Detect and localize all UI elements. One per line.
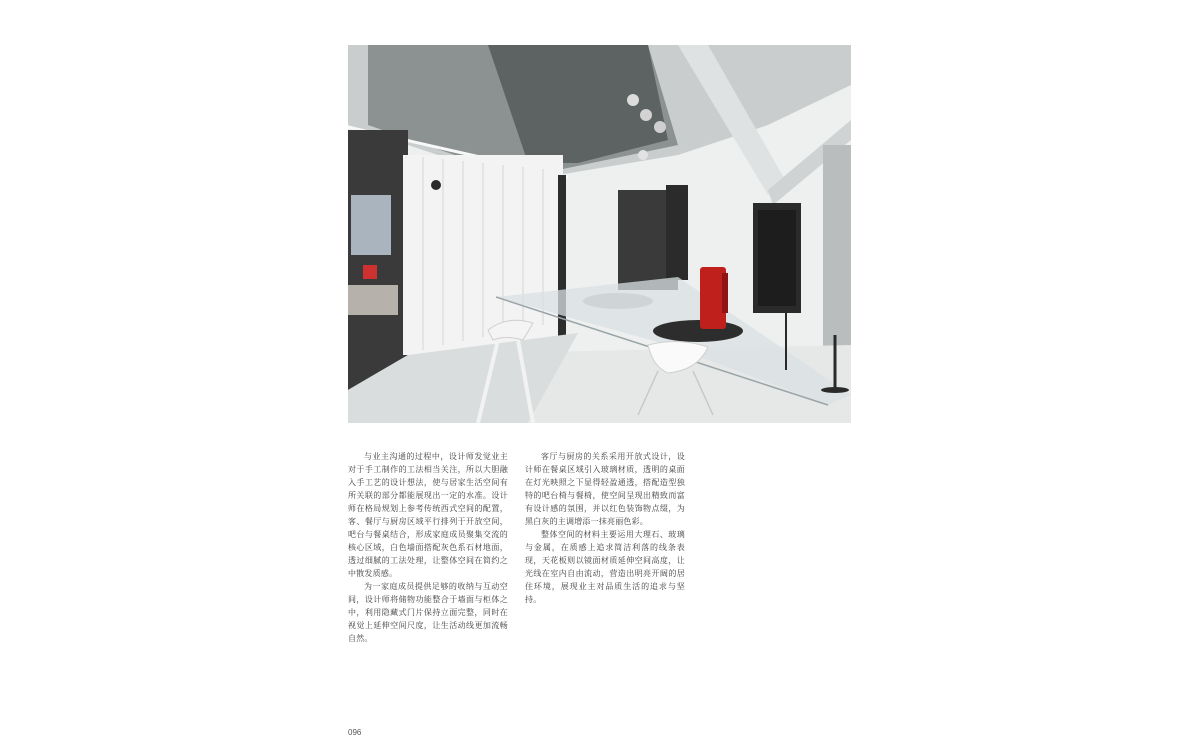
text-column-left (348, 450, 508, 645)
paragraph: 整体空间的材料主要运用大理石、玻璃与金属，在质感上追求简洁利落的线条表现，天花板则以镜面材质延伸空间高度，让光线在室内自由流动，营造出明亮开阔的居住环境，展现业主对品质生活的追求与坚持。 (525, 530, 685, 604)
page-number: 096 (348, 728, 362, 737)
text-column-right (525, 450, 685, 606)
interior-illustration (348, 45, 851, 423)
paragraph: 与业主沟通的过程中，设计师发觉业主对于手工制作的工法相当关注，所以大胆融入手工艺的设计想法，使与居家生活空间有所关联的部分都能展现出一定的水准。设计师在格局规划上参考传统西式空间的配置，客、餐厅与厨房区域平行排列于开放空间，吧台与餐桌结合，形成家庭成员聚集交流的核心区域，白色墙面搭配灰色系石材地面，透过细腻的工法处理，让整体空间在简约之中散发质感。 (348, 452, 508, 578)
paragraph: 为一家庭成员提供足够的收纳与互动空间，设计师将储物功能整合于墙面与柜体之中，利用隐藏式门片保持立面完整，同时在视觉上延伸空间尺度，让生活动线更加流畅自然。 (348, 582, 508, 643)
paragraph: 客厅与厨房的关系采用开放式设计，设计师在餐桌区域引入玻璃材质，透明的桌面在灯光映照之下显得轻盈通透，搭配造型独特的吧台椅与餐椅，使空间呈现出精致而富有设计感的氛围，并以红色装饰物点缀，为黑白灰的主调增添一抹亮丽色彩。 (525, 452, 685, 526)
interior-photo (348, 45, 851, 423)
